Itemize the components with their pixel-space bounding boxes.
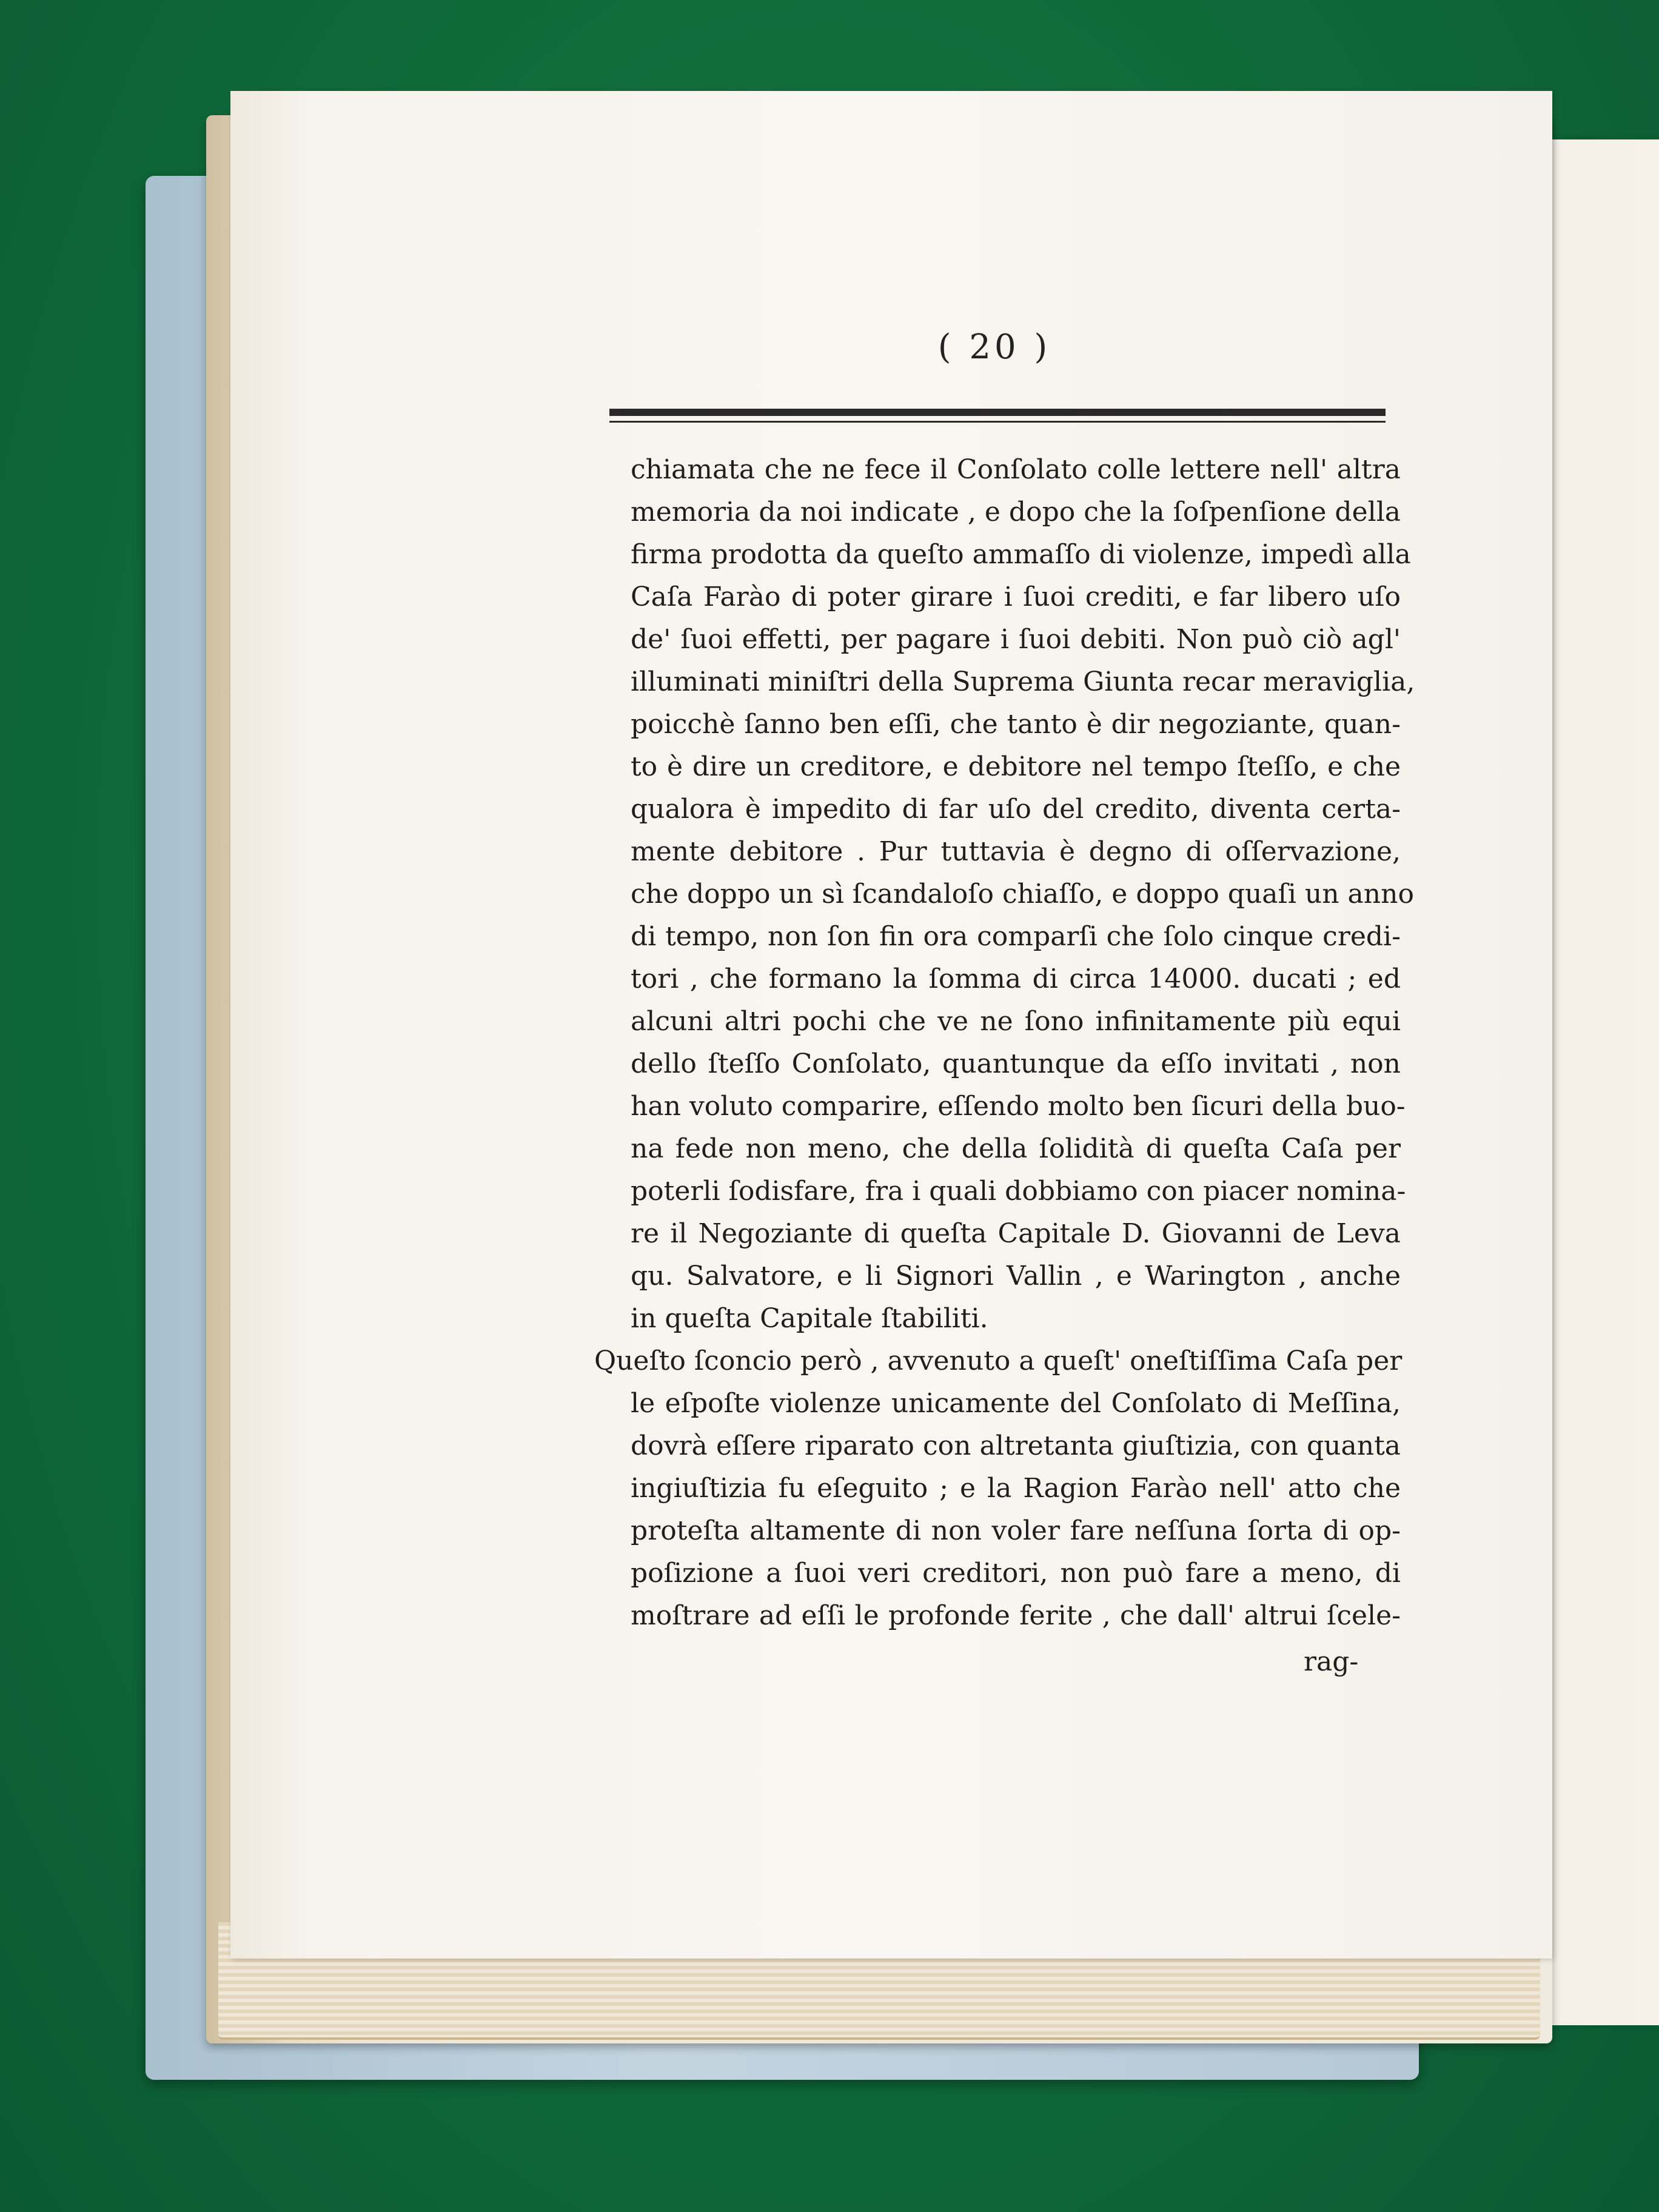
text-line: moſtrare ad eſſi le profonde ferite , che dall' altrui ſcele- bbox=[631, 1600, 1401, 1631]
text-line: poſizione a ſuoi veri creditori, non può fare a meno, di bbox=[631, 1558, 1401, 1589]
text-line: ingiuſtizia fu eſeguito ; e la Ragion Farào nell' atto che bbox=[631, 1473, 1401, 1504]
text-line: in queſta Capitale ſtabiliti. bbox=[631, 1303, 988, 1334]
text-line: che doppo un sì ſcandaloſo chiaſſo, e doppo quaſi un anno bbox=[631, 879, 1414, 910]
text-line: dello ſteſſo Conſolato, quantunque da eſſo invitati , non bbox=[631, 1048, 1401, 1079]
text-line: proteſta altamente di non voler fare neſſuna ſorta di op- bbox=[631, 1515, 1401, 1546]
text-line: dovrà eſſere riparato con altretanta giuſtizia, con quanta bbox=[631, 1430, 1401, 1461]
text-line: alcuni altri pochi che ve ne ſono infinitamente più equi bbox=[631, 1006, 1401, 1037]
text-line: Caſa Farào di poter girare i ſuoi crediti, e far libero uſo bbox=[631, 581, 1401, 612]
text-line: to è dire un creditore, e debitore nel tempo ſteſſo, e che bbox=[631, 751, 1401, 782]
text-line: le eſpoſte violenze unicamente del Conſolato di Meſſina, bbox=[631, 1388, 1401, 1419]
text-line: chiamata che ne fece il Conſolato colle lettere nell' altra bbox=[631, 454, 1401, 485]
text-line: poterli ſodisfare, fra i quali dobbiamo con piacer nomina- bbox=[631, 1176, 1406, 1207]
text-line: tori , che formano la ſomma di circa 14000. ducati ; ed bbox=[631, 964, 1401, 994]
header-rule-thin bbox=[609, 421, 1386, 423]
text-line: poicchè ſanno ben eſſi, che tanto è dir negoziante, quan- bbox=[631, 709, 1401, 740]
text-line: han voluto comparire, eſſendo molto ben ſicuri della buo- bbox=[631, 1091, 1406, 1122]
paragraph-first-line: Queſto ſconcio però , avvenuto a queſt' oneſtiſſima Caſa per bbox=[594, 1346, 1403, 1376]
catchword: rag- bbox=[1304, 1646, 1359, 1677]
text-line: na fede non meno, che della ſolidità di queſta Caſa per bbox=[631, 1133, 1401, 1164]
text-line: qualora è impedito di far uſo del credito, diventa certa- bbox=[631, 794, 1401, 825]
text-line: memoria da noi indicate , e dopo che la ſoſpenſione della bbox=[631, 497, 1401, 528]
page-body-text bbox=[594, 449, 1415, 1637]
text-line: di tempo, non ſon fin ora comparſi che ſolo cinque credi- bbox=[631, 921, 1401, 952]
text-line: illuminati miniſtri della Suprema Giunta recar meraviglia, bbox=[631, 666, 1415, 697]
text-line: re il Negoziante di queſta Capitale D. Giovanni de Leva bbox=[631, 1218, 1401, 1249]
text-line: mente debitore . Pur tuttavia è degno di oſſervazione, bbox=[631, 836, 1401, 867]
text-line: de' ſuoi effetti, per pagare i ſuoi debiti. Non può ciò agl' bbox=[631, 624, 1401, 655]
header-rule bbox=[609, 409, 1386, 416]
text-line: firma prodotta da queſto ammaſſo di violenze, impedì alla bbox=[631, 539, 1411, 570]
text-line: qu. Salvatore, e li Signori Vallin , e Warington , anche bbox=[631, 1261, 1401, 1292]
page-number: ( 20 ) bbox=[937, 327, 1051, 367]
